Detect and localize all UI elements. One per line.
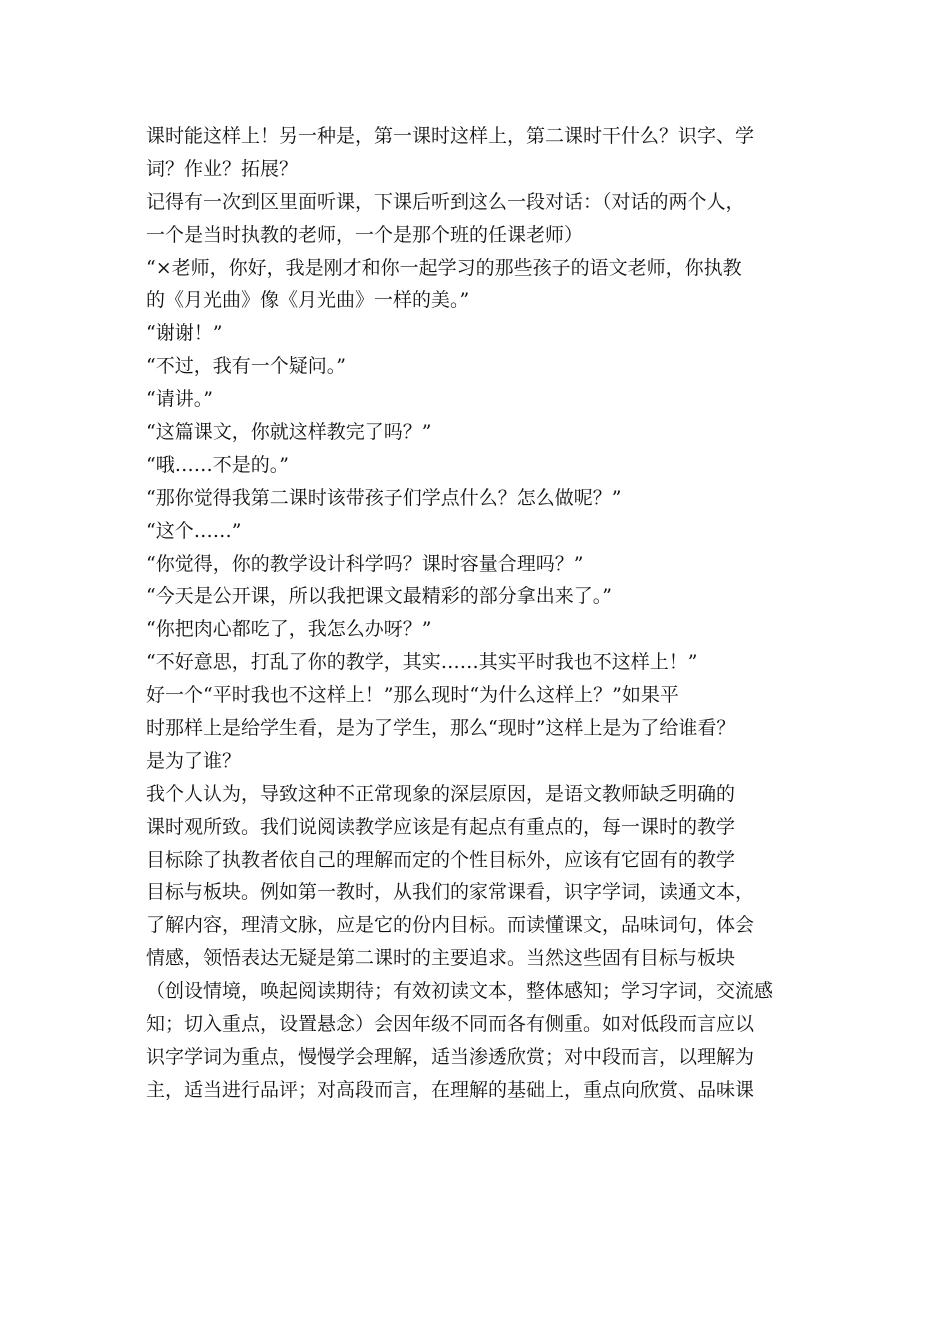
text-line: 好一个“平时我也不这样上！”那么现时“为什么这样上？”如果平	[146, 684, 679, 707]
text-line: “这个……”	[146, 519, 242, 542]
text-line: 是为了谁？	[146, 749, 242, 772]
text-line: 课时能这样上！另一种是，第一课时这样上，第二课时干什么？识字、学	[146, 125, 755, 147]
text-line: 课时观所致。我们说阅读教学应该是有起点有重点的，每一课时的教学	[146, 815, 736, 838]
text-line: “不过，我有一个疑问。”	[146, 355, 346, 378]
text-line: “你把肉心都吃了，我怎么办呀？”	[146, 618, 432, 641]
text-line: 了解内容，理清文脉，应是它的份内目标。而读懂课文，品味词句，体会	[146, 914, 755, 937]
text-line: “今天是公开课，所以我把课文最精彩的部分拿出来了。”	[146, 585, 612, 608]
text-line: “请讲。”	[146, 388, 213, 411]
document-page	[146, 120, 836, 1107]
text-line: 我个人认为，导致这种不正常现象的深层原因，是语文教师缺乏明确的	[146, 782, 736, 805]
text-line: 主，适当进行品评；对高段而言，在理解的基础上，重点向欣赏、品味课	[146, 1078, 755, 1101]
text-line: “这篇课文，你就这样教完了吗？”	[146, 421, 432, 444]
text-line: 的《月光曲》像《月光曲》一样的美。”	[146, 289, 470, 312]
text-line: 词？作业？拓展？	[146, 157, 299, 180]
text-line: 知；切入重点，设置悬念）会因年级不同而各有侧重。如对低段而言应以	[146, 1013, 755, 1036]
text-line: “谢谢！”	[146, 322, 223, 345]
text-line: 识字学词为重点，慢慢学会理解，适当渗透欣赏；对中段而言，以理解为	[146, 1045, 755, 1068]
text-line: “那你觉得我第二课时该带孩子们学点什么？怎么做呢？”	[146, 486, 622, 509]
text-line: 情感，领悟表达无疑是第二课时的主要追求。当然这些固有目标与板块	[146, 947, 736, 970]
text-line: 目标与板块。例如第一教时，从我们的家常课看，识字学词，读通文本，	[146, 881, 755, 904]
text-line: 时那样上是给学生看，是为了学生，那么“现时”这样上是为了给谁看？	[146, 717, 736, 740]
text-line: 记得有一次到区里面听课，下课后听到这么一段对话：（对话的两个人，	[146, 190, 745, 213]
text-line: “哦……不是的。”	[146, 453, 289, 476]
text-line: （创设情境，唤起阅读期待；有效初读文本，整体感知；学习字词，交流感	[146, 980, 774, 1003]
text-line: 目标除了执教者依自己的理解而定的个性目标外，应该有它固有的教学	[146, 848, 736, 871]
text-line: “×老师，你好，我是刚才和你一起学习的那些孩子的语文老师，你执教	[146, 256, 742, 279]
text-line: 一个是当时执教的老师，一个是那个班的任课老师）	[146, 223, 584, 246]
text-line: “你觉得，你的教学设计科学吗？课时容量合理吗？”	[146, 552, 584, 575]
text-line: “不好意思，打乱了你的教学，其实……其实平时我也不这样上！”	[146, 651, 698, 674]
